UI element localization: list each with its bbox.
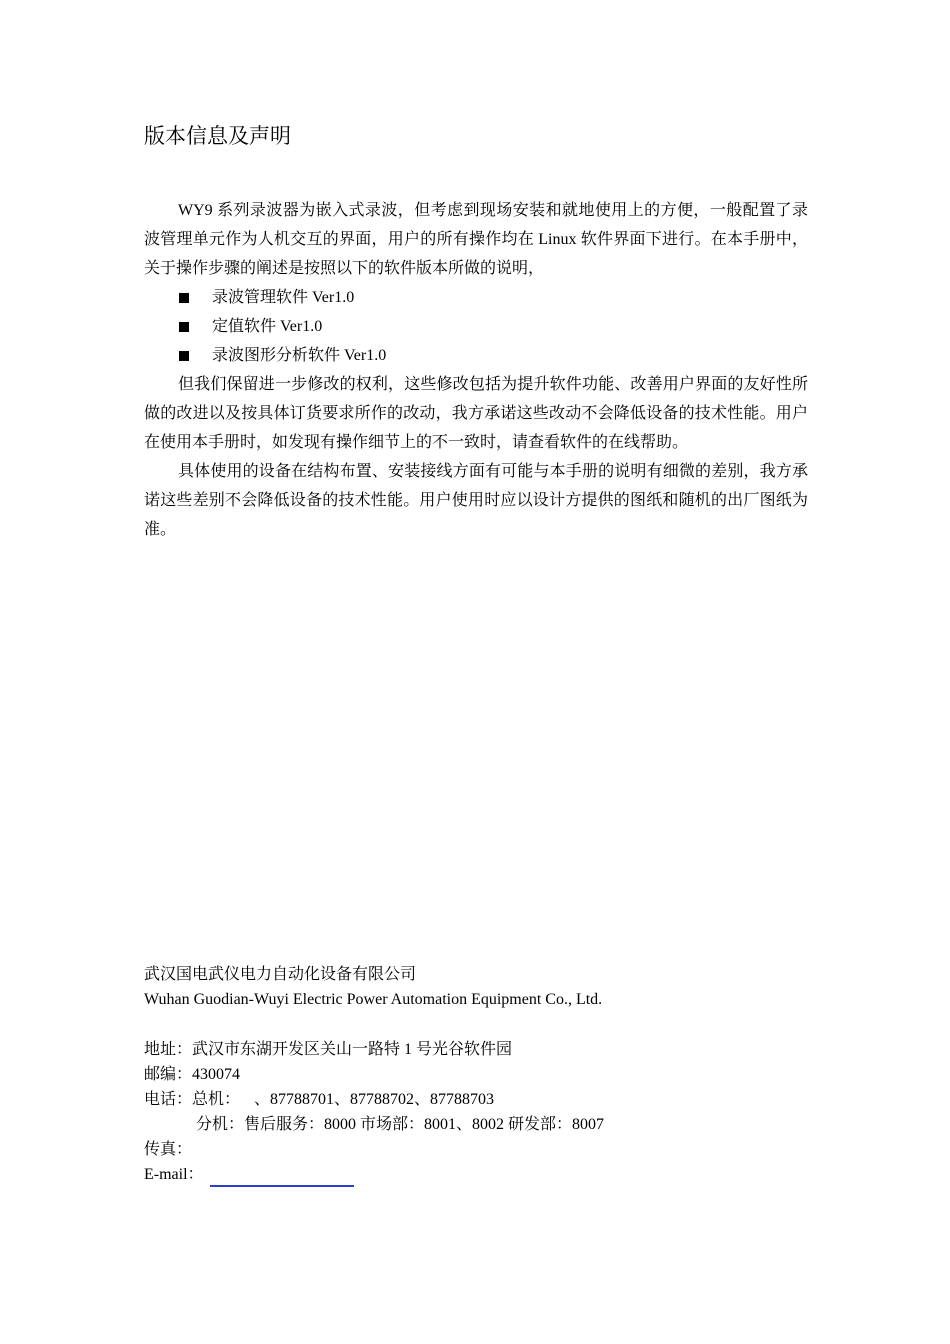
intro-paragraph: WY9 系列录波器为嵌入式录波，但考虑到现场安装和就地使用上的方便，一般配置了录波管理单元作为人机交互的界面，用户的所有操作均在 Linux 软件界面下进行。在本手册中，关于操作步骤的阐述是按照以下的软件版本所做的说明，	[144, 202, 808, 277]
company-fax: 传真：	[144, 1141, 193, 1158]
modification-paragraph: 但我们保留进一步修改的权利，这些修改包括为提升软件功能、改善用户界面的友好性所做的改进以及按具体订货要求所作的改动，我方承诺这些改动不会降低设备的技术性能。用户在使用本手册时，如发现有操作细节上的不一致时，请查看软件的在线帮助。	[144, 376, 808, 451]
company-contact-block	[144, 962, 844, 1187]
difference-paragraph: 具体使用的设备在结构布置、安装接线方面有可能与本手册的说明有细微的差别，我方承诺这些差别不会降低设备的技术性能。用户使用时应以设计方提供的图纸和随机的出厂图纸为准。	[144, 463, 808, 538]
company-postcode: 邮编：430074	[144, 1066, 241, 1083]
company-name-cn: 武汉国电武仪电力自动化设备有限公司	[144, 966, 417, 983]
black-square-bullet-icon	[179, 351, 189, 361]
phone-label: 电话：总机：	[144, 1091, 241, 1108]
list-item	[144, 312, 808, 341]
company-email	[144, 1162, 844, 1187]
black-square-bullet-icon	[179, 293, 189, 303]
email-label: E-mail：	[144, 1166, 204, 1183]
company-address: 地址：武汉市东湖开发区关山一路特 1 号光谷软件园	[144, 1041, 513, 1058]
page-title: 版本信息及声明	[144, 124, 291, 148]
company-name-en: Wuhan Guodian-Wuyi Electric Power Automation Equipment Co., Ltd.	[144, 991, 603, 1008]
list-item	[144, 283, 808, 312]
company-phone	[144, 1087, 844, 1112]
phone-numbers: 、87788701、87788702、87788703	[254, 1091, 495, 1108]
email-link[interactable]	[210, 1167, 354, 1187]
software-name: 定值软件 Ver1.0	[212, 318, 323, 335]
black-square-bullet-icon	[179, 322, 189, 332]
company-extensions: 分机：售后服务：8000 市场部：8001、8002 研发部：8007	[196, 1116, 605, 1133]
statement-body	[144, 196, 808, 544]
software-name: 录波管理软件 Ver1.0	[212, 289, 355, 306]
spacer	[144, 1012, 844, 1037]
list-item	[144, 341, 808, 370]
software-name: 录波图形分析软件 Ver1.0	[212, 347, 387, 364]
software-version-list	[144, 283, 808, 370]
